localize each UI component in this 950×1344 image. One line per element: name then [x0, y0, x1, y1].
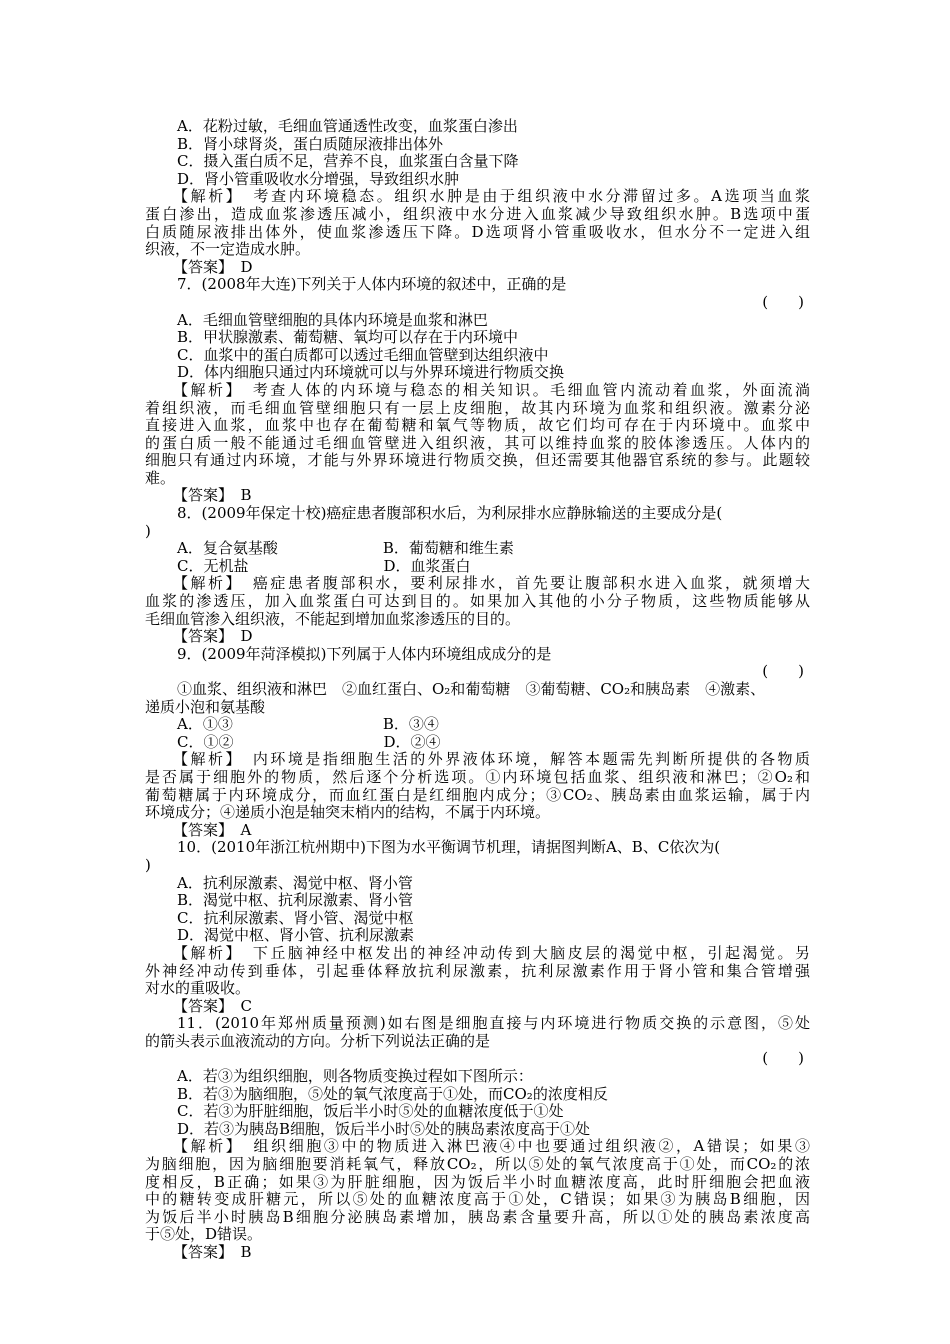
text-line: 【解析】 内环境是指细胞生活的外界液体环境，解答本题需先判断所提供的各物质 — [173, 751, 810, 769]
text-line: D．若③为胰岛B细胞，饭后半小时⑤处的胰岛素浓度高于①处 — [177, 1120, 591, 1138]
text-line: B．若③为脑细胞，⑤处的氧气浓度高于①处，而CO₂的浓度相反 — [177, 1085, 608, 1103]
text-line: 【答案】 B — [173, 1244, 252, 1261]
text-line: 7．(2008年大连)下列关于人体内环境的叙述中，正确的是 — [177, 276, 567, 294]
text-line: ( ) — [762, 663, 804, 681]
text-line: D．渴觉中枢、肾小管、抗利尿激素 — [177, 927, 415, 945]
text-line: 的蛋白质一般不能通过毛细血管壁进入组织液，其可以维持血浆的胶体渗透压。人体内的 — [145, 434, 810, 452]
text-line: 【答案】 D — [173, 258, 253, 276]
text-line: 【解析】 组织细胞③中的物质进入淋巴液④中也要通过组织液②，A错误；如果③ — [173, 1138, 810, 1156]
text-line: 8．(2009年保定十校)癌症患者腹部积水后，为利尿排水应静脉输送的主要成分是( — [177, 505, 723, 523]
text-line: C．抗利尿激素、肾小管、渴觉中枢 — [177, 909, 414, 927]
text-line: 毛细血管渗入组织液，不能起到增加血浆渗透压的目的。 — [145, 610, 521, 628]
text-line: C．摄入蛋白质不足，营养不良，血浆蛋白含量下降 — [177, 153, 519, 171]
text-line: 对水的重吸收。 — [145, 980, 251, 998]
text-line: 【答案】 A — [173, 821, 252, 839]
text-line: 为脑细胞，因为脑细胞要消耗氧气，释放CO₂，所以⑤处的氧气浓度高于①处，而CO₂的浓 — [145, 1156, 810, 1174]
text-line: 直接进入血浆，血浆中也存在葡萄糖和氧气等物质，故它们均可存在于内环境中。血浆中 — [145, 417, 810, 435]
text-line: 环境成分；④递质小泡是轴突末梢内的结构，不属于内环境。 — [145, 804, 551, 822]
text-line: 【解析】 考查内环境稳态。组织水肿是由于组织液中水分滞留过多。A选项当血浆 — [173, 188, 810, 206]
text-line: 难。 — [145, 469, 176, 487]
text-line: 【答案】 B — [173, 487, 252, 505]
text-line: 度相反，B正确；如果③为肝脏细胞，因为饭后半小时血糖浓度高，此时肝细胞会把血液 — [145, 1173, 810, 1191]
text-line: A．若③为组织细胞，则各物质变换过程如下图所示： — [177, 1068, 533, 1086]
text-line: 于⑤处，D错误。 — [145, 1226, 263, 1244]
text-line: A．花粉过敏，毛细血管通透性改变，血浆蛋白渗出 — [177, 118, 518, 135]
text-line: 是否属于细胞外的物质，然后逐个分析选项。①内环境包括血浆、组织液和淋巴；②O₂和 — [145, 768, 810, 786]
text-line: 织液，不一定造成水肿。 — [145, 241, 311, 259]
text-line: 的箭头表示血液流动的方向。分析下列说法正确的是 — [145, 1032, 491, 1050]
text-line: 血浆的渗透压，加入血浆蛋白可达到目的。如果加入其他的小分子物质，这些物质能够从 — [145, 593, 810, 611]
text-line: A．毛细血管壁细胞的具体内环境是血浆和淋巴 — [177, 311, 488, 329]
text-line: C．无机盐 D．血浆蛋白 — [177, 557, 471, 575]
text-line: 细胞只有通过内环境，才能与外界环境进行物质交换，但还需要其他器官系统的参与。此题较 — [145, 452, 810, 470]
text-line: B．渴觉中枢、抗利尿激素、肾小管 — [177, 892, 414, 910]
text-line: 递质小泡和氨基酸 — [145, 698, 266, 716]
text-line: 11．(2010年郑州质量预测)如右图是细胞直接与内环境进行物质交换的示意图，⑤处 — [177, 1015, 810, 1033]
text-line: 【解析】 考查人体的内环境与稳态的相关知识。毛细血管内流动着血浆，外面流淌 — [173, 381, 810, 399]
text-line: B．甲状腺激素、葡萄糖、氧均可以存在于内环境中 — [177, 329, 519, 347]
text-line: B．肾小球肾炎，蛋白质随尿液排出体外 — [177, 135, 444, 153]
text-line: D．体内细胞只通过内环境就可以与外界环境进行物质交换 — [177, 364, 565, 382]
text-line: D．肾小管重吸收水分增强，导致组织水肿 — [177, 170, 460, 188]
text-line: ①血浆、组织液和淋巴 ②血红蛋白、O₂和葡萄糖 ③葡萄糖、CO₂和胰岛素 ④激素、 — [177, 681, 766, 698]
text-line: 葡萄糖属于内环境成分，而血红蛋白是红细胞内成分；③CO₂、胰岛素由血浆运输，属于内 — [145, 786, 810, 804]
text-line: 10．(2010年浙江杭州期中)下图为水平衡调节机理，请据图判断A、B、C依次为( — [177, 839, 721, 857]
text-line: ) — [145, 522, 151, 540]
text-line: ( ) — [762, 293, 804, 311]
text-line: A．抗利尿激素、渴觉中枢、肾小管 — [177, 874, 413, 892]
text-line: ( ) — [762, 1050, 804, 1068]
text-line: A．复合氨基酸 B．葡萄糖和维生素 — [177, 540, 514, 558]
text-line: 【答案】 C — [173, 997, 252, 1015]
text-line: 【答案】 D — [173, 628, 253, 646]
text-line: 中的糖转变成肝糖元，所以⑤处的血糖浓度高于①处，C错误；如果③为胰岛B细胞，因 — [145, 1191, 810, 1209]
text-line: 9．(2009年菏泽模拟)下列属于人体内环境组成成分的是 — [177, 645, 552, 663]
text-line: 【解析】 癌症患者腹部积水，要利尿排水，首先要让腹部积水进入血浆，就须增大 — [173, 575, 810, 593]
text-line: 白质随尿液排出体外，使血浆渗透压下降。D选项肾小管重吸收水，但水分不一定进入组 — [145, 223, 810, 241]
text-line: 为饭后半小时胰岛B细胞分泌胰岛素增加，胰岛素含量要升高，所以①处的胰岛素浓度高 — [145, 1208, 810, 1226]
text-line: A．①③ B．③④ — [177, 716, 439, 734]
text-line: 外神经冲动传到垂体，引起垂体释放抗利尿激素，抗利尿激素作用于肾小管和集合管增强 — [145, 962, 810, 980]
text-line: C．①② D．②④ — [177, 733, 441, 751]
text-line: C．若③为肝脏细胞，饭后半小时⑤处的血糖浓度低于①处 — [177, 1103, 564, 1121]
document-page — [145, 118, 810, 1262]
text-line: 蛋白渗出，造成血浆渗透压减小，组织液中水分进入血浆减少导致组织水肿。B选项中蛋 — [145, 205, 810, 223]
text-line: 着组织液，而毛细血管壁细胞只有一层上皮细胞，故其内环境为血浆和组织液。激素分泌 — [145, 399, 810, 417]
text-line: C．血浆中的蛋白质都可以透过毛细血管壁到达组织液中 — [177, 346, 549, 364]
text-line: 【解析】 下丘脑神经中枢发出的神经冲动传到大脑皮层的渴觉中枢，引起渴觉。另 — [173, 944, 810, 962]
text-line: ) — [145, 856, 151, 874]
